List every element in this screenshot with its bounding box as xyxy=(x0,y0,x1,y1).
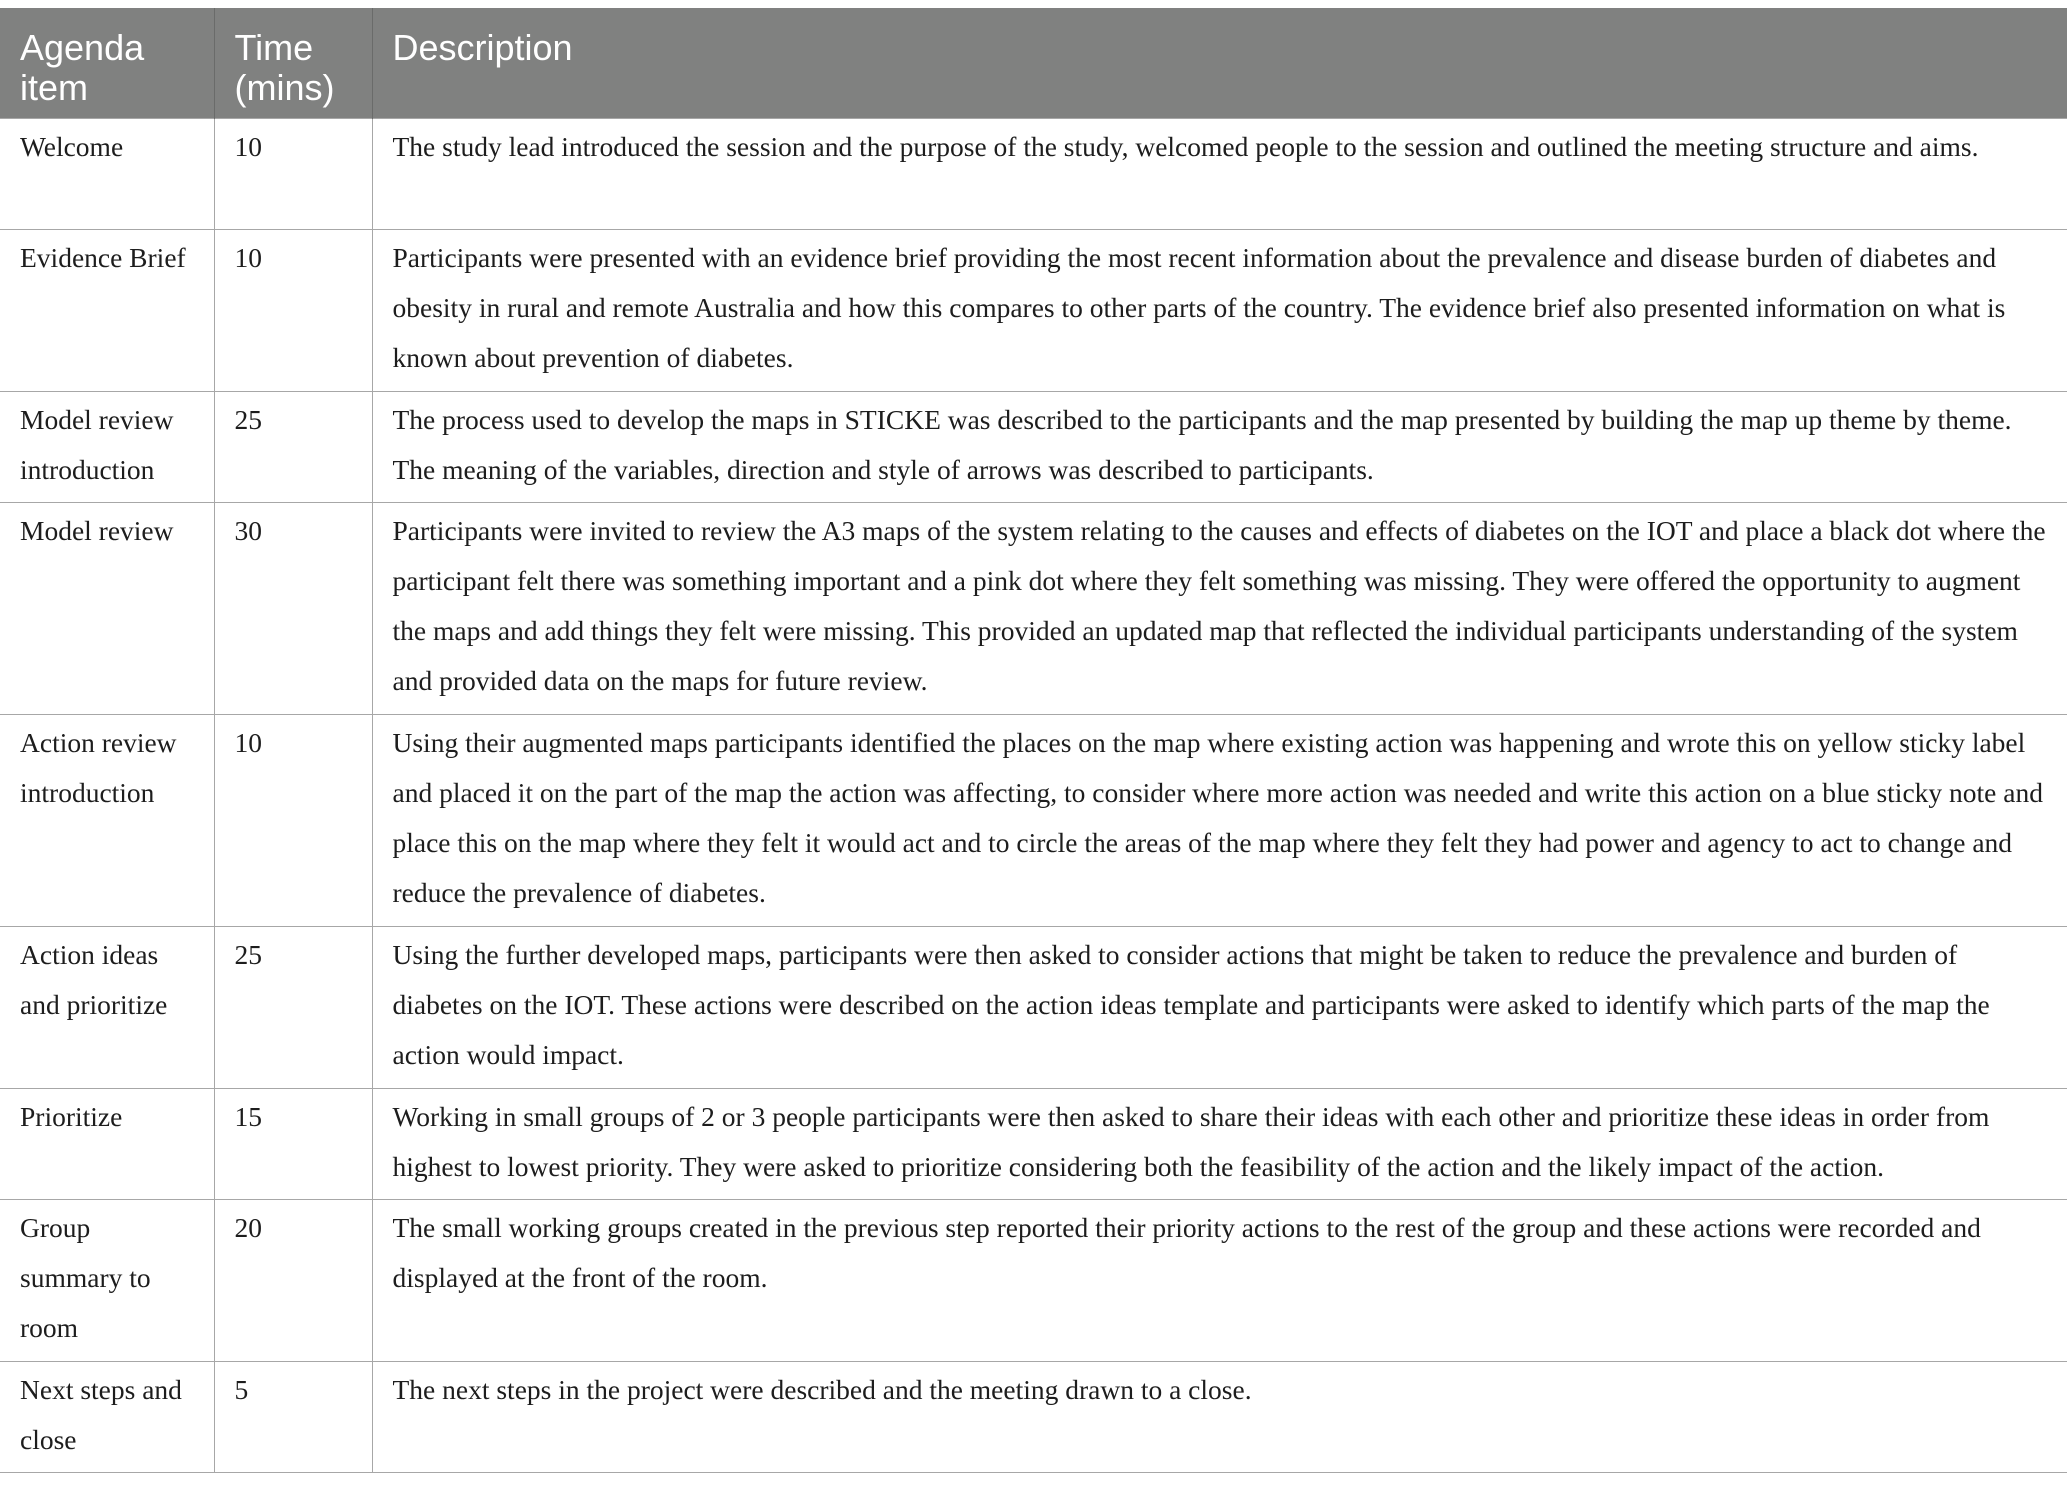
time-cell: 5 xyxy=(214,1361,372,1472)
header-description: Description xyxy=(372,8,2067,118)
description-cell: The small working groups created in the previous step reported their priority actions to the rest of the group and these actions were recorded and displayed at the front of the room. xyxy=(372,1199,2067,1361)
description-cell: Using the further developed maps, participants were then asked to consider actions that might be taken to reduce the prevalence and burden of diabetes on the IOT. These actions were described on the action ideas template and participants were asked to identify which parts of the map the action would impact. xyxy=(372,926,2067,1088)
agenda-cell: Group summary to room xyxy=(0,1199,214,1361)
description-cell: The next steps in the project were described and the meeting drawn to a close. xyxy=(372,1361,2067,1472)
agenda-cell: Model review xyxy=(0,502,214,714)
agenda-cell: Model review introduction xyxy=(0,391,214,502)
agenda-cell: Action review introduction xyxy=(0,714,214,926)
table-body xyxy=(0,118,2067,1472)
table-row xyxy=(0,926,2067,1088)
table-row xyxy=(0,502,2067,714)
description-cell: Working in small groups of 2 or 3 people participants were then asked to share their ideas with each other and prioritize these ideas in order from highest to lowest priority. They were asked to prioritize considering both the feasibility of the action and the likely impact of the action. xyxy=(372,1088,2067,1199)
time-cell: 25 xyxy=(214,926,372,1088)
description-cell: The process used to develop the maps in STICKE was described to the participants and the map presented by building the map up theme by theme. The meaning of the variables, direction and style of arrows was described to participants. xyxy=(372,391,2067,502)
time-cell: 10 xyxy=(214,714,372,926)
agenda-cell: Next steps and close xyxy=(0,1361,214,1472)
table-row xyxy=(0,1199,2067,1361)
agenda-cell: Prioritize xyxy=(0,1088,214,1199)
time-cell: 20 xyxy=(214,1199,372,1361)
description-cell: Participants were presented with an evidence brief providing the most recent information about the prevalence and disease burden of diabetes and obesity in rural and remote Australia and how this compares to other parts of the country. The evidence brief also presented information on what is known about prevention of diabetes. xyxy=(372,229,2067,391)
table-row xyxy=(0,714,2067,926)
time-cell: 15 xyxy=(214,1088,372,1199)
description-cell: The study lead introduced the session and the purpose of the study, welcomed people to the session and outlined the meeting structure and aims. xyxy=(372,118,2067,229)
agenda-cell: Welcome xyxy=(0,118,214,229)
agenda-table xyxy=(0,8,2067,1473)
table-row xyxy=(0,118,2067,229)
time-cell: 25 xyxy=(214,391,372,502)
table-row xyxy=(0,1361,2067,1472)
description-cell: Using their augmented maps participants identified the places on the map where existing action was happening and wrote this on yellow sticky label and placed it on the part of the map the action was affecting, to consider where more action was needed and write this action on a blue sticky note and place this on the map where they felt it would act and to circle the areas of the map where they felt they had power and agency to act to change and reduce the prevalence of diabetes. xyxy=(372,714,2067,926)
header-agenda-item: Agenda item xyxy=(0,8,214,118)
agenda-table-container xyxy=(0,8,2067,1473)
time-cell: 10 xyxy=(214,229,372,391)
header-time-mins: Time (mins) xyxy=(214,8,372,118)
agenda-cell: Action ideas and prioritize xyxy=(0,926,214,1088)
time-cell: 10 xyxy=(214,118,372,229)
table-header xyxy=(0,8,2067,118)
table-row xyxy=(0,229,2067,391)
time-cell: 30 xyxy=(214,502,372,714)
table-row xyxy=(0,391,2067,502)
header-row xyxy=(0,8,2067,118)
table-row xyxy=(0,1088,2067,1199)
description-cell: Participants were invited to review the A3 maps of the system relating to the causes and effects of diabetes on the IOT and place a black dot where the participant felt there was something important and a pink dot where they felt something was missing. They were offered the opportunity to augment the maps and add things they felt were missing. This provided an updated map that reflected the individual participants understanding of the system and provided data on the maps for future review. xyxy=(372,502,2067,714)
agenda-cell: Evidence Brief xyxy=(0,229,214,391)
